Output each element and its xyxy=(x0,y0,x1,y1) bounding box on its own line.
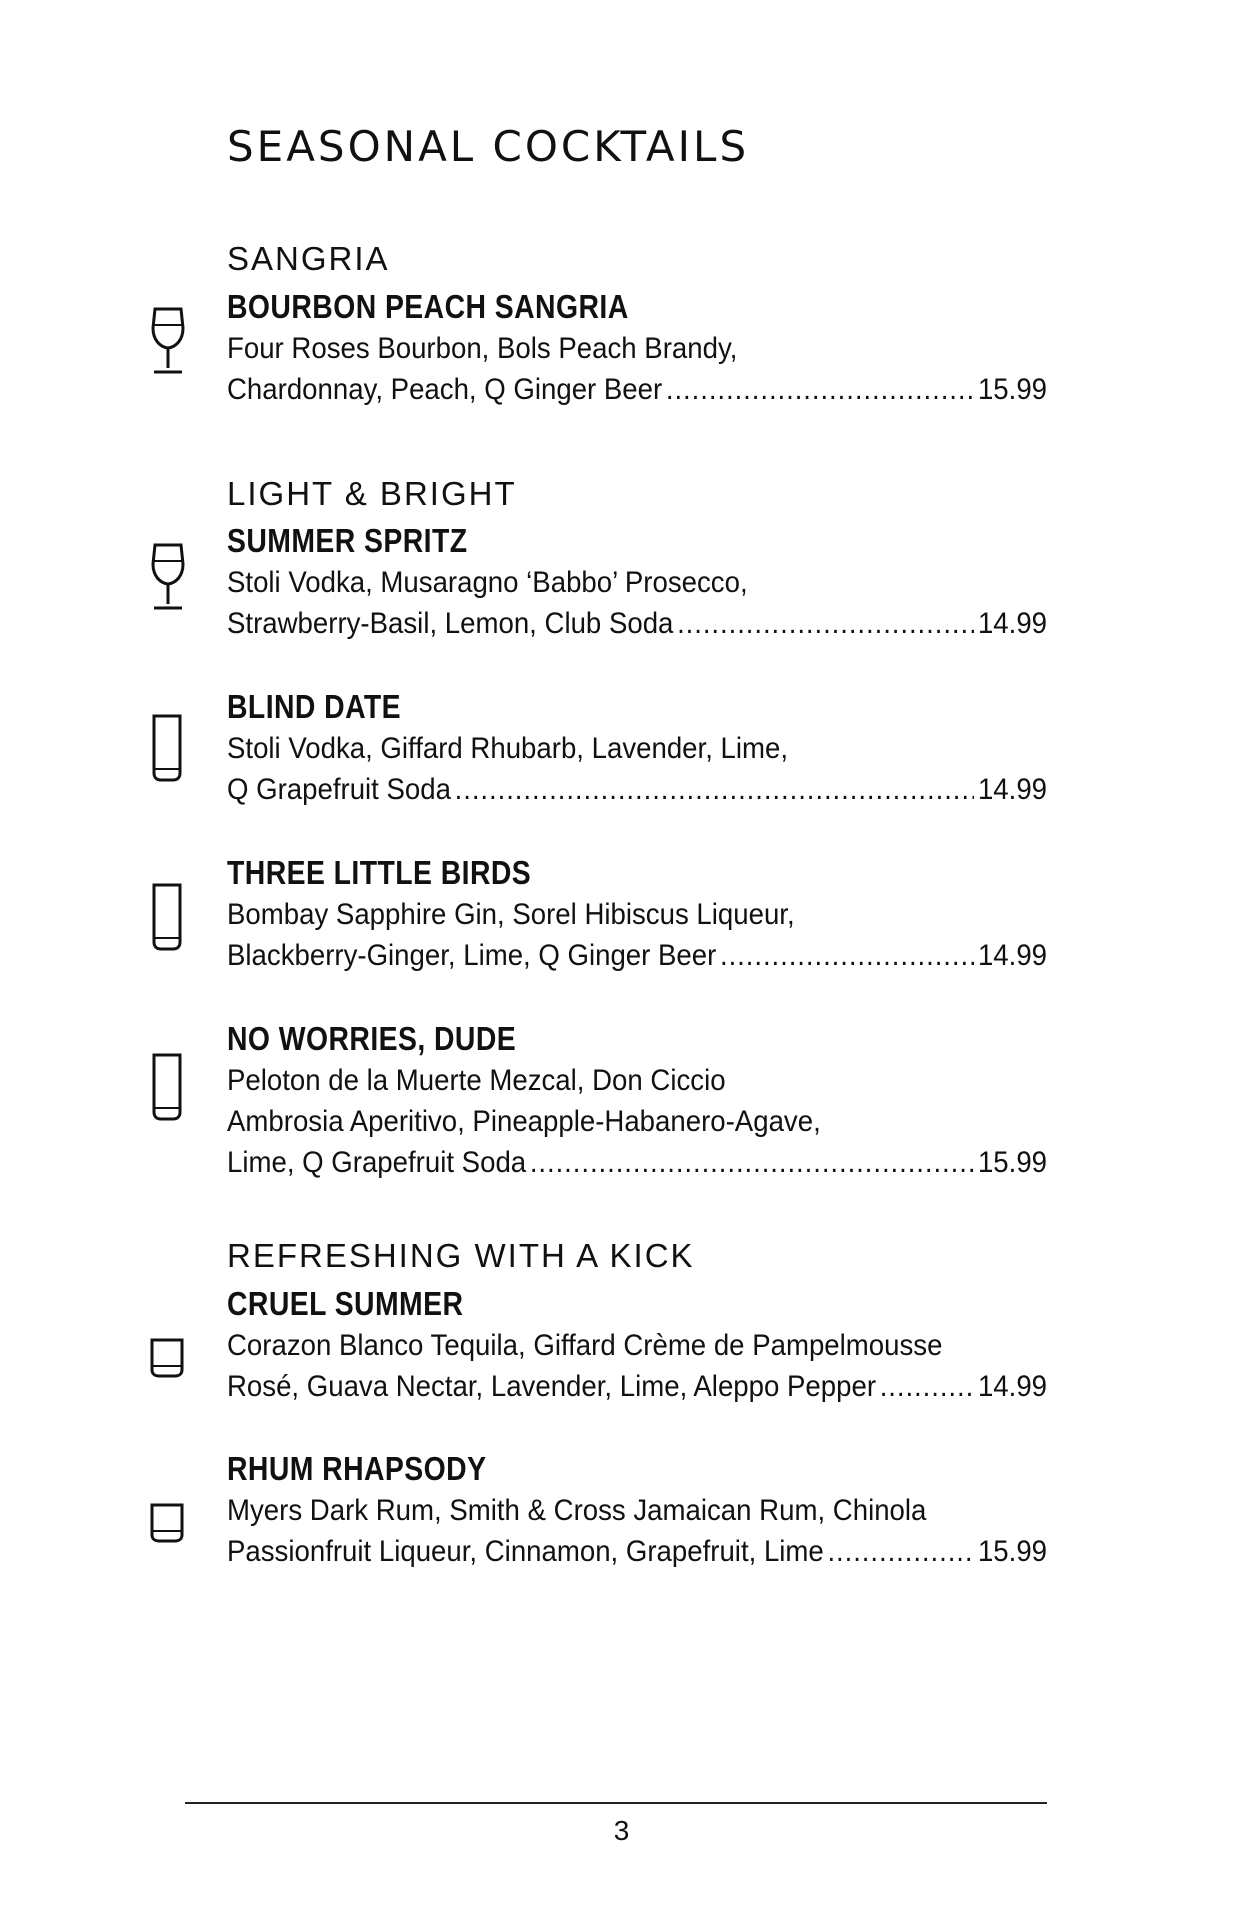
highball-glass-icon xyxy=(150,882,184,952)
item-ingredients-line xyxy=(227,369,1047,410)
item-name: NO WORRIES, DUDE xyxy=(227,1020,517,1057)
item-price: 14.99 xyxy=(977,1370,1048,1403)
item-name: BOURBON PEACH SANGRIA xyxy=(227,288,629,325)
item-ingredients-line xyxy=(227,935,1047,976)
dot-leader xyxy=(666,369,974,410)
wine-glass-icon xyxy=(150,542,186,612)
dot-leader xyxy=(827,1531,974,1572)
item-ingredients: Four Roses Bourbon, Bols Peach Brandy, xyxy=(227,332,738,365)
item-ingredients: Peloton de la Muerte Mezcal, Don Ciccio xyxy=(227,1064,726,1097)
item-ingredients: Chardonnay, Peach, Q Ginger Beer xyxy=(227,373,663,406)
item-ingredients: Bombay Sapphire Gin, Sorel Hibiscus Liqueur, xyxy=(227,898,795,931)
item-name: BLIND DATE xyxy=(227,688,402,725)
item-ingredients: Rosé, Guava Nectar, Lavender, Lime, Aleppo Pepper xyxy=(227,1370,877,1403)
highball-glass-icon xyxy=(150,713,184,783)
menu-item-no-worries-dude xyxy=(227,1018,1047,1183)
item-ingredients: Stoli Vodka, Giffard Rhubarb, Lavender, Lime, xyxy=(227,732,789,765)
menu-item-three-little-birds xyxy=(227,852,1047,976)
item-ingredients: Ambrosia Aperitivo, Pineapple-Habanero-Agave, xyxy=(227,1105,821,1138)
item-ingredients-line xyxy=(227,1531,1047,1572)
item-ingredients-line xyxy=(227,769,1047,810)
item-ingredients-line xyxy=(227,603,1047,644)
dot-leader xyxy=(455,769,975,810)
wine-glass-icon xyxy=(150,306,186,376)
item-ingredients: Lime, Q Grapefruit Soda xyxy=(227,1146,527,1179)
item-price: 15.99 xyxy=(977,373,1048,406)
item-price: 15.99 xyxy=(977,1146,1048,1179)
section-heading-refreshing-with-a-kick: REFRESHING WITH A KICK xyxy=(227,1237,695,1274)
item-ingredients: Stoli Vodka, Musaragno ‘Babbo’ Prosecco, xyxy=(227,566,748,599)
item-ingredients: Corazon Blanco Tequila, Giffard Crème de Pampelmousse xyxy=(227,1329,943,1362)
item-ingredients: Blackberry-Ginger, Lime, Q Ginger Beer xyxy=(227,939,717,972)
dot-leader xyxy=(530,1142,974,1183)
page-number: 3 xyxy=(613,1815,630,1846)
footer-divider xyxy=(185,1802,1047,1804)
item-name: SUMMER SPRITZ xyxy=(227,522,468,559)
menu-item-bourbon-peach-sangria xyxy=(227,286,1047,410)
item-ingredients: Passionfruit Liqueur, Cinnamon, Grapefruit, Lime xyxy=(227,1535,824,1568)
menu-item-rhum-rhapsody xyxy=(227,1448,1047,1572)
item-price: 14.99 xyxy=(977,773,1048,806)
section-heading-sangria: SANGRIA xyxy=(227,240,390,277)
rocks-glass-icon xyxy=(148,1337,186,1379)
item-ingredients: Q Grapefruit Soda xyxy=(227,773,451,806)
menu-item-summer-spritz xyxy=(227,520,1047,644)
section-heading-light-bright: LIGHT & BRIGHT xyxy=(227,475,517,512)
item-ingredients-line xyxy=(227,1142,1047,1183)
rocks-glass-icon xyxy=(148,1502,186,1544)
highball-glass-icon xyxy=(150,1052,184,1122)
item-name: RHUM RHAPSODY xyxy=(227,1450,487,1487)
item-ingredients: Strawberry-Basil, Lemon, Club Soda xyxy=(227,607,674,640)
menu-item-cruel-summer xyxy=(227,1283,1047,1407)
menu-item-blind-date xyxy=(227,686,1047,810)
dot-leader xyxy=(677,603,974,644)
item-ingredients: Myers Dark Rum, Smith & Cross Jamaican Rum, Chinola xyxy=(227,1494,927,1527)
dot-leader xyxy=(720,935,974,976)
page-title: SEASONAL COCKTAILS xyxy=(227,122,750,171)
item-price: 15.99 xyxy=(977,1535,1048,1568)
item-price: 14.99 xyxy=(977,607,1048,640)
item-name: CRUEL SUMMER xyxy=(227,1285,464,1322)
dot-leader xyxy=(880,1366,975,1407)
item-ingredients-line xyxy=(227,1366,1047,1407)
item-name: THREE LITTLE BIRDS xyxy=(227,854,532,891)
item-price: 14.99 xyxy=(977,939,1048,972)
